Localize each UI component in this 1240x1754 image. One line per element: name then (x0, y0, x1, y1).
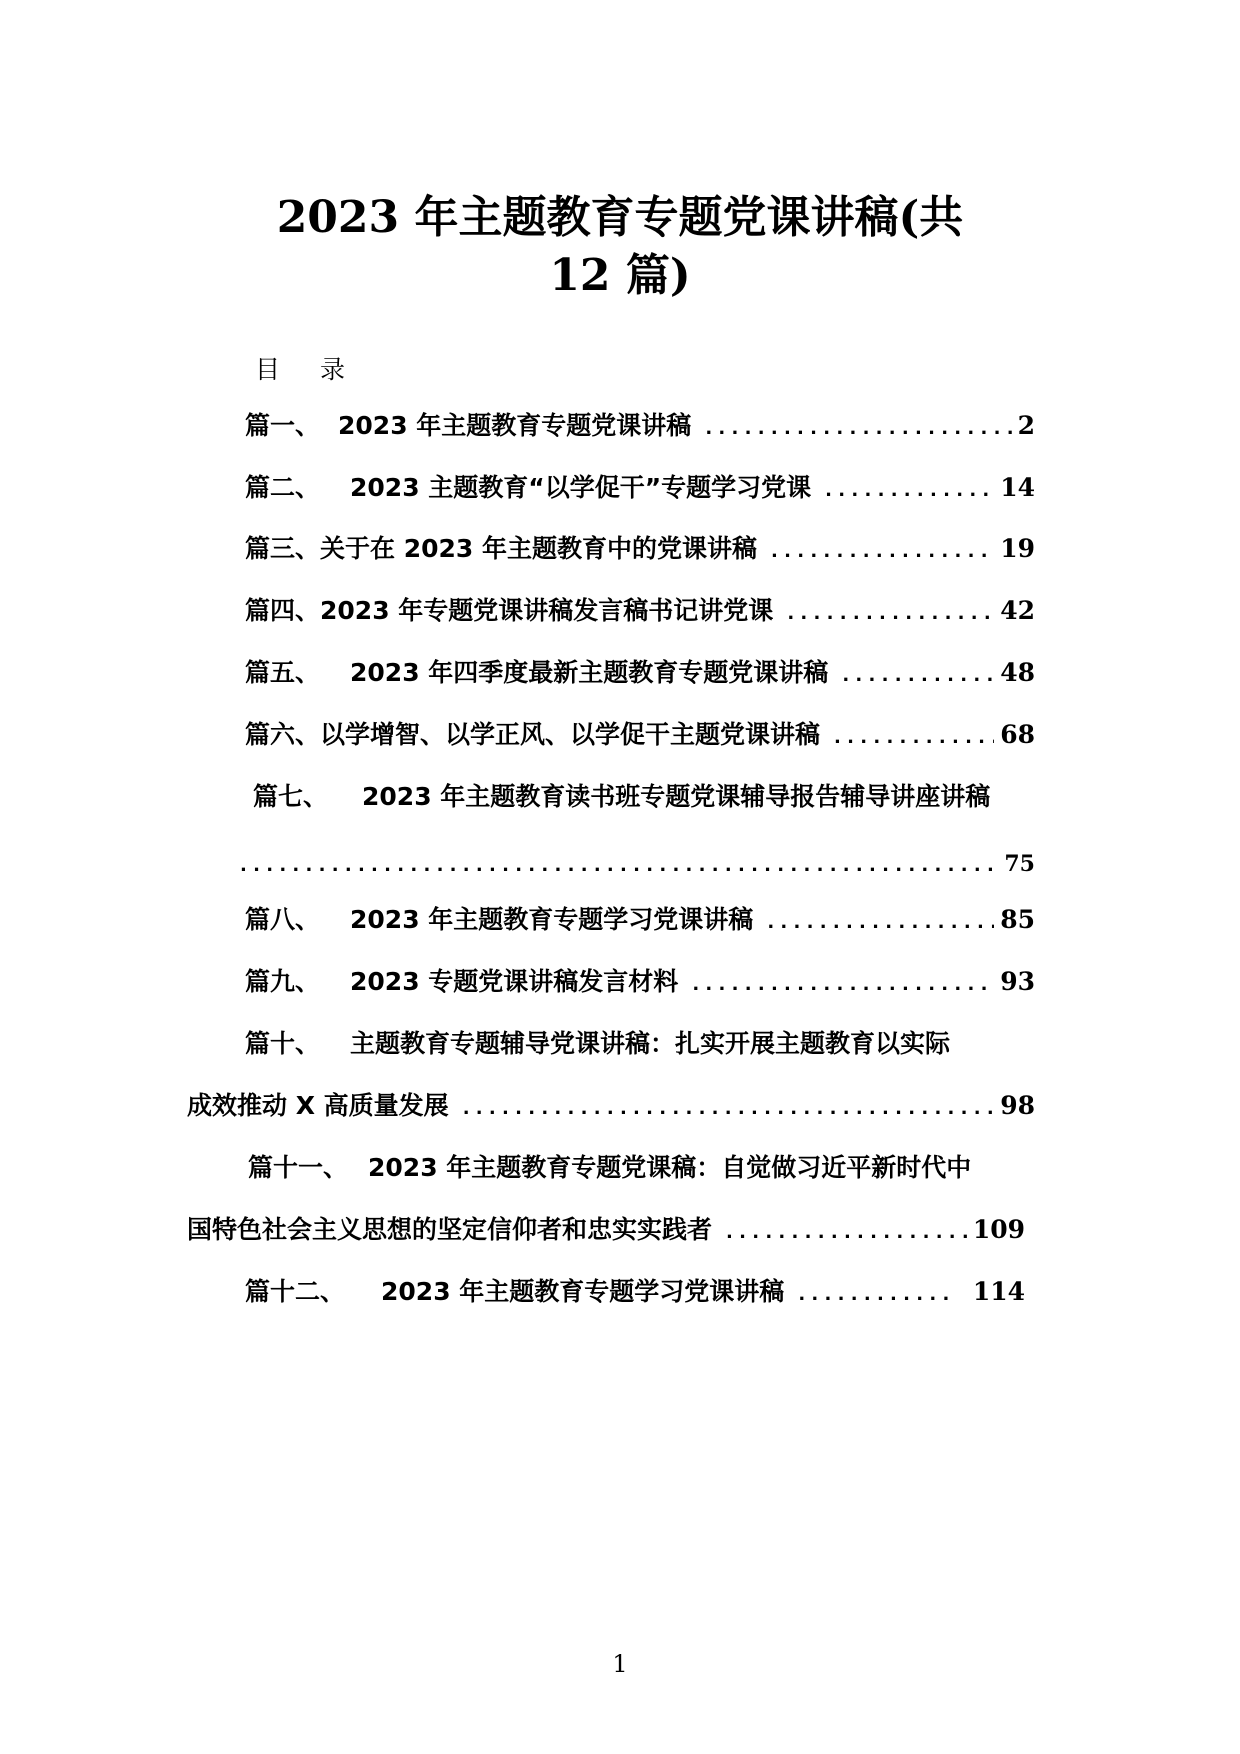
toc-entry-label: 篇十、 主题教育专题辅导党课讲稿：扎实开展主题教育以实际 (245, 1029, 951, 1058)
toc-leader-dots (834, 720, 994, 756)
toc-entry-5[interactable] (245, 655, 1035, 694)
toc-entry-label: 篇六、以学增智、以学正风、以学促干主题党课讲稿 (245, 720, 821, 749)
page-number: 1 (612, 1650, 628, 1678)
document-title-line1: 2023 年主题教育专题党课讲稿(共 (276, 192, 964, 243)
toc-leader-dots (825, 473, 994, 509)
toc-entry-2[interactable] (245, 470, 1035, 509)
toc-entry-page: 42 (1000, 596, 1035, 625)
toc-entry-4[interactable] (245, 593, 1035, 632)
toc-entry-label: 篇四、2023 年专题党课讲稿发言稿书记讲党课 (245, 596, 774, 625)
toc-entry-11-line1[interactable] (248, 1150, 1048, 1186)
toc-entry-10-line2[interactable] (187, 1088, 1035, 1127)
toc-entry-label: 篇五、 2023 年四季度最新主题教育专题党课讲稿 (245, 658, 829, 687)
toc-entry-8[interactable] (245, 902, 1035, 941)
toc-entry-label: 篇二、 2023 主题教育“以学促干”专题学习党课 (245, 473, 812, 502)
toc-entry-label: 篇十二、 2023 年主题教育专题学习党课讲稿 (245, 1277, 785, 1306)
toc-leader-dots (240, 848, 998, 884)
toc-entry-7-line2[interactable] (240, 846, 1035, 884)
toc-entry-page: 19 (1000, 534, 1035, 563)
toc-leader-dots (463, 1091, 995, 1127)
toc-leader-dots (767, 905, 994, 941)
toc-entry-6[interactable] (245, 717, 1035, 756)
toc-entry-page: 109 (972, 1215, 1025, 1244)
toc-leader-dots (787, 596, 994, 632)
toc-entry-label: 篇十一、 2023 年主题教育专题党课稿：自觉做习近平新时代中 (248, 1153, 972, 1182)
toc-leader-dots (771, 534, 994, 570)
toc-entry-label: 国特色社会主义思想的坚定信仰者和忠实实践者 (187, 1215, 713, 1244)
toc-entry-page: 98 (1000, 1091, 1035, 1120)
toc-entry-page: 2 (1017, 411, 1035, 440)
toc-entry-label: 篇八、 2023 年主题教育专题学习党课讲稿 (245, 905, 754, 934)
toc-entry-page: 93 (1000, 967, 1035, 996)
toc-entry-page: 75 (1004, 851, 1035, 877)
toc-leader-dots (726, 1215, 967, 1251)
toc-entry-label: 篇一、 2023 年主题教育专题党课讲稿 (245, 411, 692, 440)
toc-entry-page: 68 (1000, 720, 1035, 749)
toc-entry-label: 成效推动 X 高质量发展 (187, 1091, 449, 1120)
toc-entry-label: 篇七、 2023 年主题教育读书班专题党课辅导报告辅导讲座讲稿 (253, 782, 991, 811)
toc-entry-page: 85 (1000, 905, 1035, 934)
toc-leader-dots (692, 967, 994, 1003)
toc-entry-page: 48 (1000, 658, 1035, 687)
toc-entry-12[interactable] (245, 1274, 1025, 1313)
toc-entry-label: 篇九、 2023 专题党课讲稿发言材料 (245, 967, 679, 996)
toc-entry-label: 篇三、关于在 2023 年主题教育中的党课讲稿 (245, 534, 758, 563)
toc-entry-page: 114 (972, 1277, 1025, 1306)
document-title-line2: 12 篇) (549, 250, 691, 301)
toc-entry-1[interactable] (245, 408, 1035, 447)
toc-heading-part1: 目 (255, 355, 281, 384)
toc-entry-10-line1[interactable] (245, 1026, 1045, 1062)
toc-entry-page: 14 (1000, 473, 1035, 502)
toc-leader-dots (842, 658, 994, 694)
toc-heading (255, 350, 345, 386)
toc-entry-9[interactable] (245, 964, 1035, 1003)
toc-heading-part2: 录 (320, 355, 346, 384)
toc-entry-11-line2[interactable] (187, 1212, 1025, 1251)
toc-entry-7-line1[interactable] (253, 779, 1053, 815)
toc-leader-dots (705, 411, 1011, 447)
toc-leader-dots (798, 1277, 955, 1313)
toc-entry-3[interactable] (245, 531, 1035, 570)
